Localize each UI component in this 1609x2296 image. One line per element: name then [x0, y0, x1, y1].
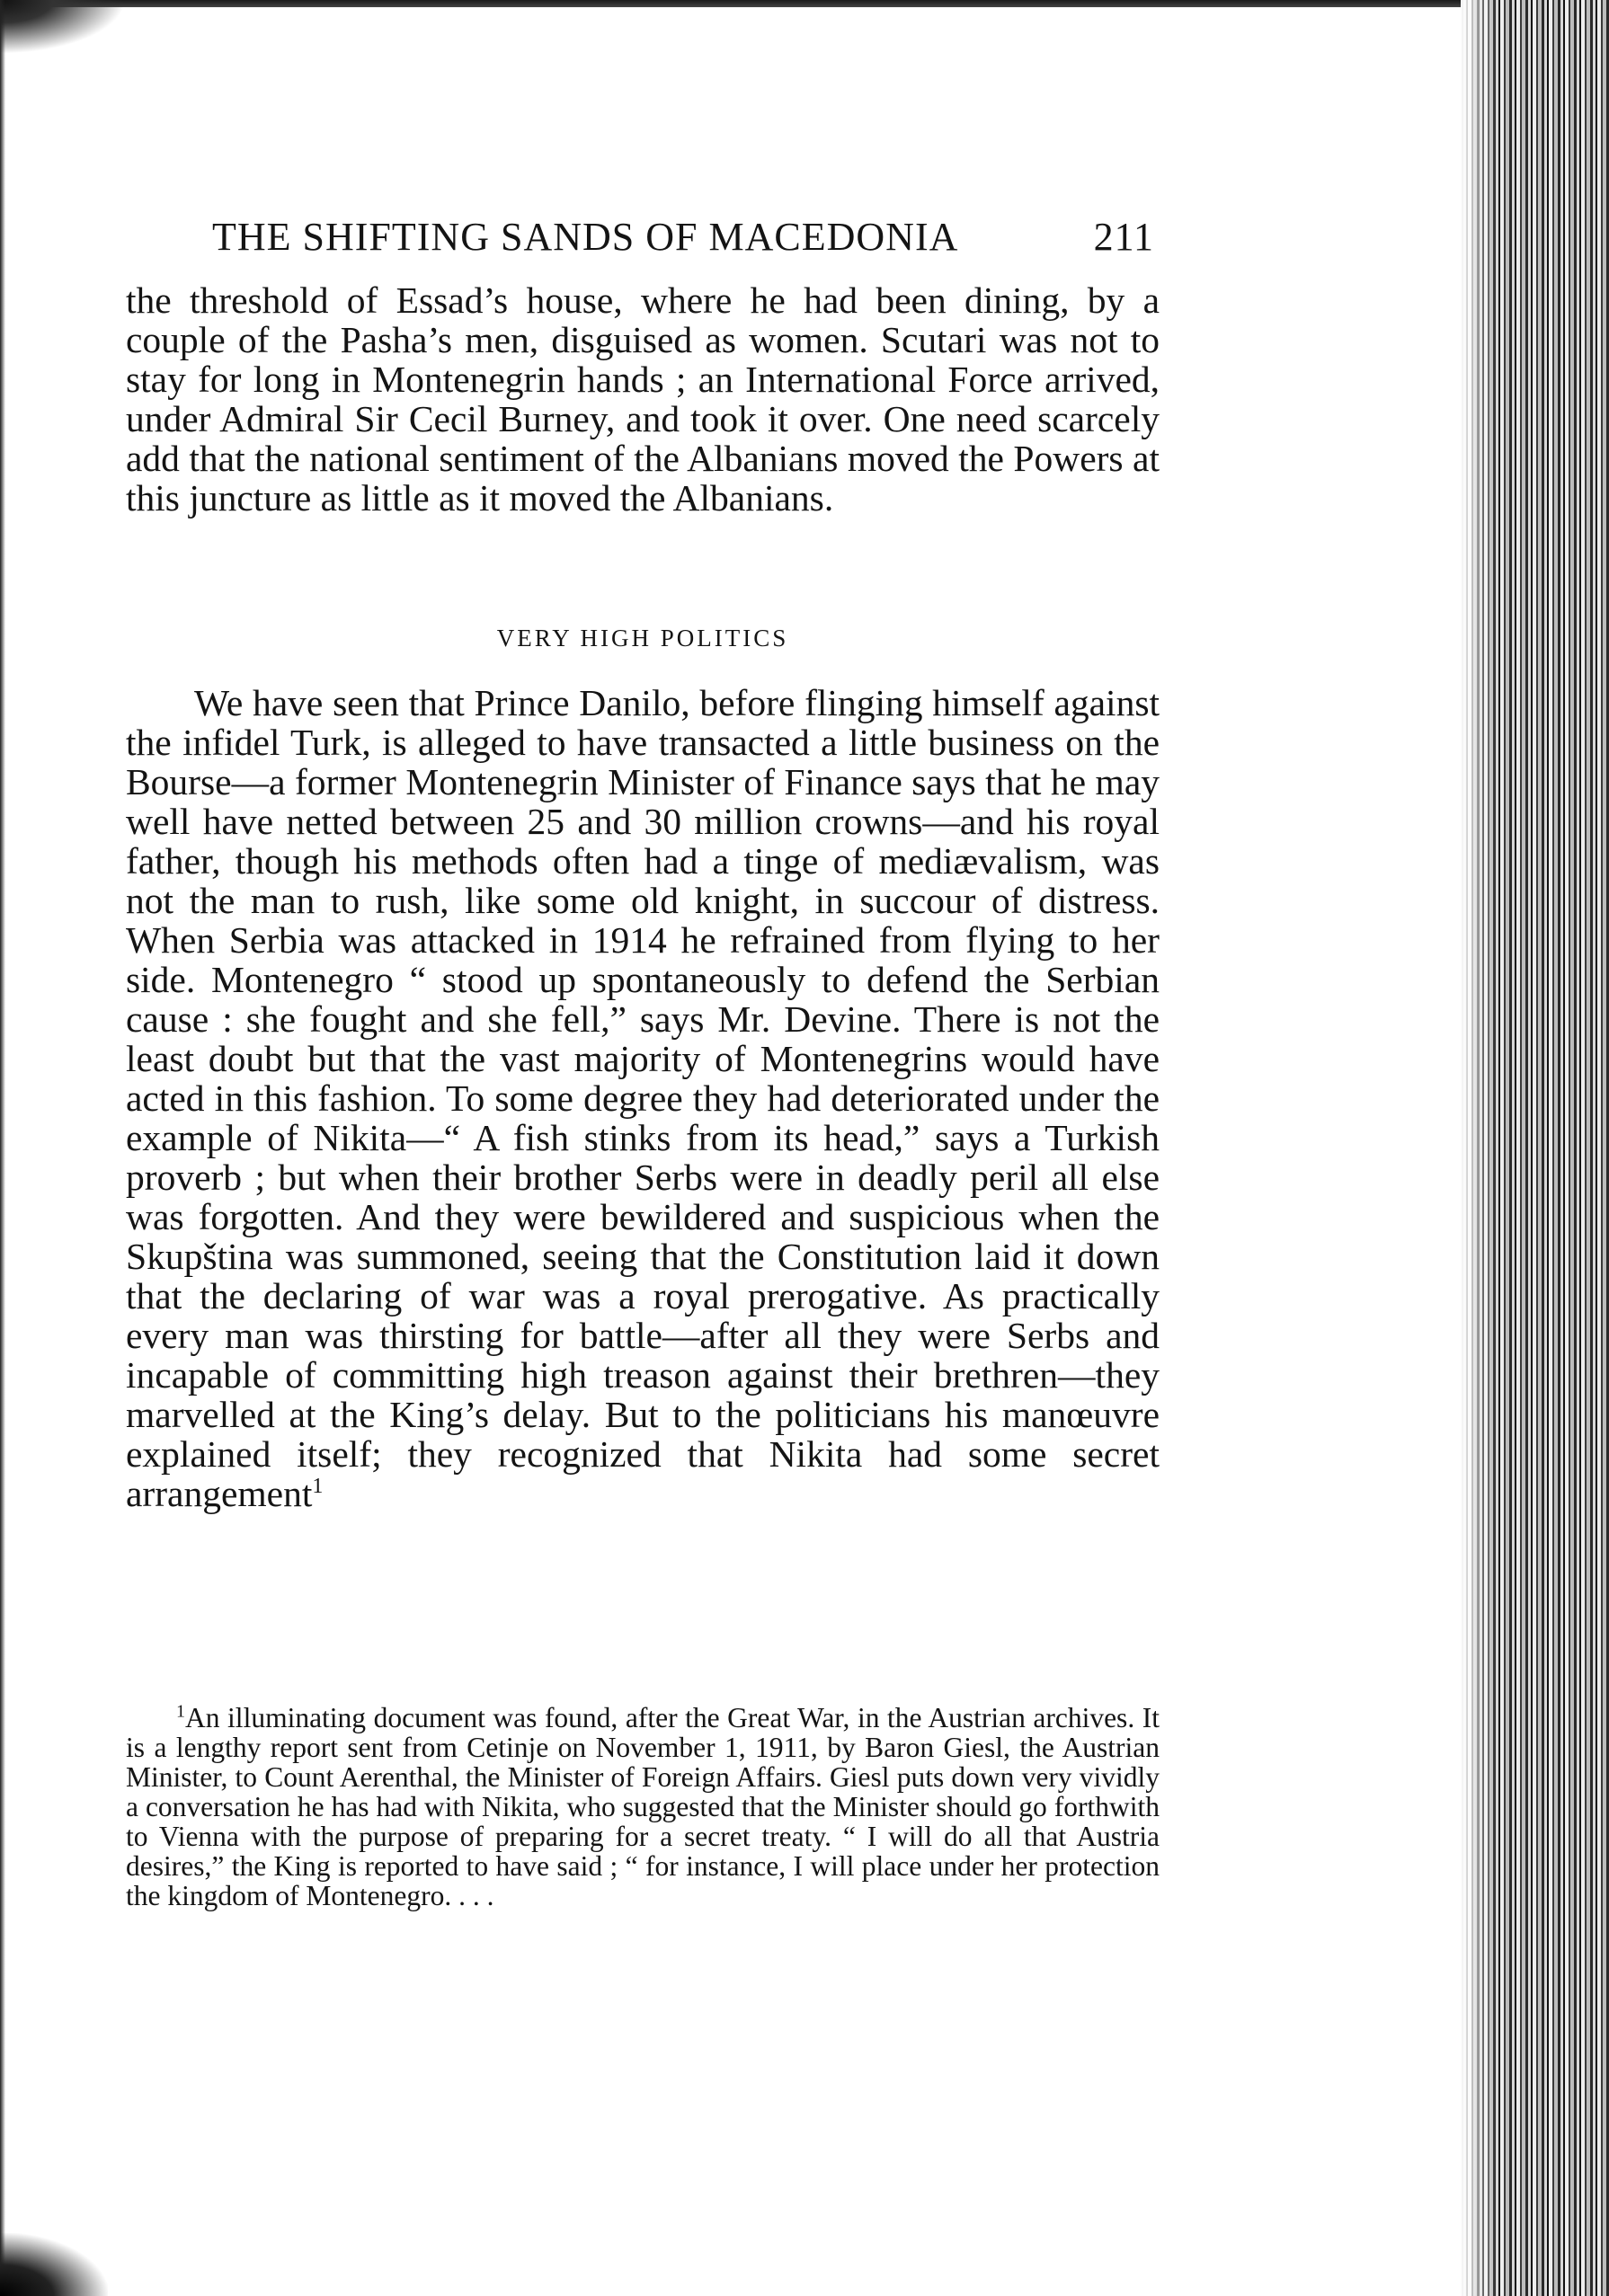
- section-heading: VERY HIGH POLITICS: [496, 625, 789, 652]
- paragraph-main: [126, 683, 1160, 1513]
- body-block-1: [126, 280, 1160, 518]
- footnote-number: 1: [176, 1701, 185, 1722]
- paragraph-continuation: the threshold of Essad’s house, where he had been dining, by a couple of the Pasha’s men, disguised as women. Scutari was not to stay for long in Montenegrin hands ; an International Force arrived, under Admiral Sir Cecil Burney, and took it over. One need scarcely add that the national sentiment of the Albanians moved the Powers at this juncture as little as it moved the Albanians.: [126, 279, 1160, 519]
- footnote: [126, 1703, 1160, 1910]
- footnote-paragraph: [126, 1703, 1160, 1910]
- book-gutter-fade: [1461, 0, 1497, 2296]
- body-block-2: [126, 683, 1160, 1513]
- running-head: [212, 210, 1154, 264]
- footnote-reference: 1: [312, 1475, 324, 1499]
- page-number: 211: [1093, 215, 1154, 259]
- paragraph-main-text: We have seen that Prince Danilo, before flinging himself against the infidel Turk, is alleged to have transacted a little business on the Bourse—a former Montenegrin Minister of Finance says that he may well have netted between 25 and 30 million crowns—and his royal father, though his methods often had a tinge of mediævalism, was not the man to rush, like some old knight, in succour of distress. When Serbia was attacked in 1914 he refrained from flying to her side. Montenegro “ stood up spontaneously to defend the Serbian cause : she fought and she fell,” says Mr. Devine. There is not the least doubt but that the vast majority of Montenegrins would have acted in this fashion. To some degree they had deteriorated under the example of Nikita—“ A fish stinks from its head,” says a Turkish proverb ; but when their brother Serbs were in deadly peril all else was forgotten. And they were bewildered and suspicious when the Skupština was summoned, seeing that the Constitution laid it down that the declaring of war was a royal prerogative. As practically every man was thirsting for battle—after all they were Serbs and incapable of committing high treason against their brethren—they marvelled at the King’s delay. But to the politicians his manœuvre explained itself; they recognized that Nikita had some secret arrangement: [126, 682, 1160, 1514]
- running-head-title: THE SHIFTING SANDS OF MACEDONIA: [212, 215, 959, 259]
- footnote-text: An illuminating document was found, after the Great War, in the Austrian archives. It is a lengthy report sent from Cetinje on November 1, 1911, by Baron Giesl, the Austrian Minister, to Count Aerenthal, the Minister of Foreign Affairs. Giesl puts down very vividly a conversation he has had with Nikita, who suggested that the Minister should go forthwith to Vienna with the purpose of preparing for a secret treaty. “ I will do all that Austria desires,” the King is reported to have said ; “ for instance, I will place under her protection the kingdom of Montenegro. . . .: [126, 1702, 1160, 1911]
